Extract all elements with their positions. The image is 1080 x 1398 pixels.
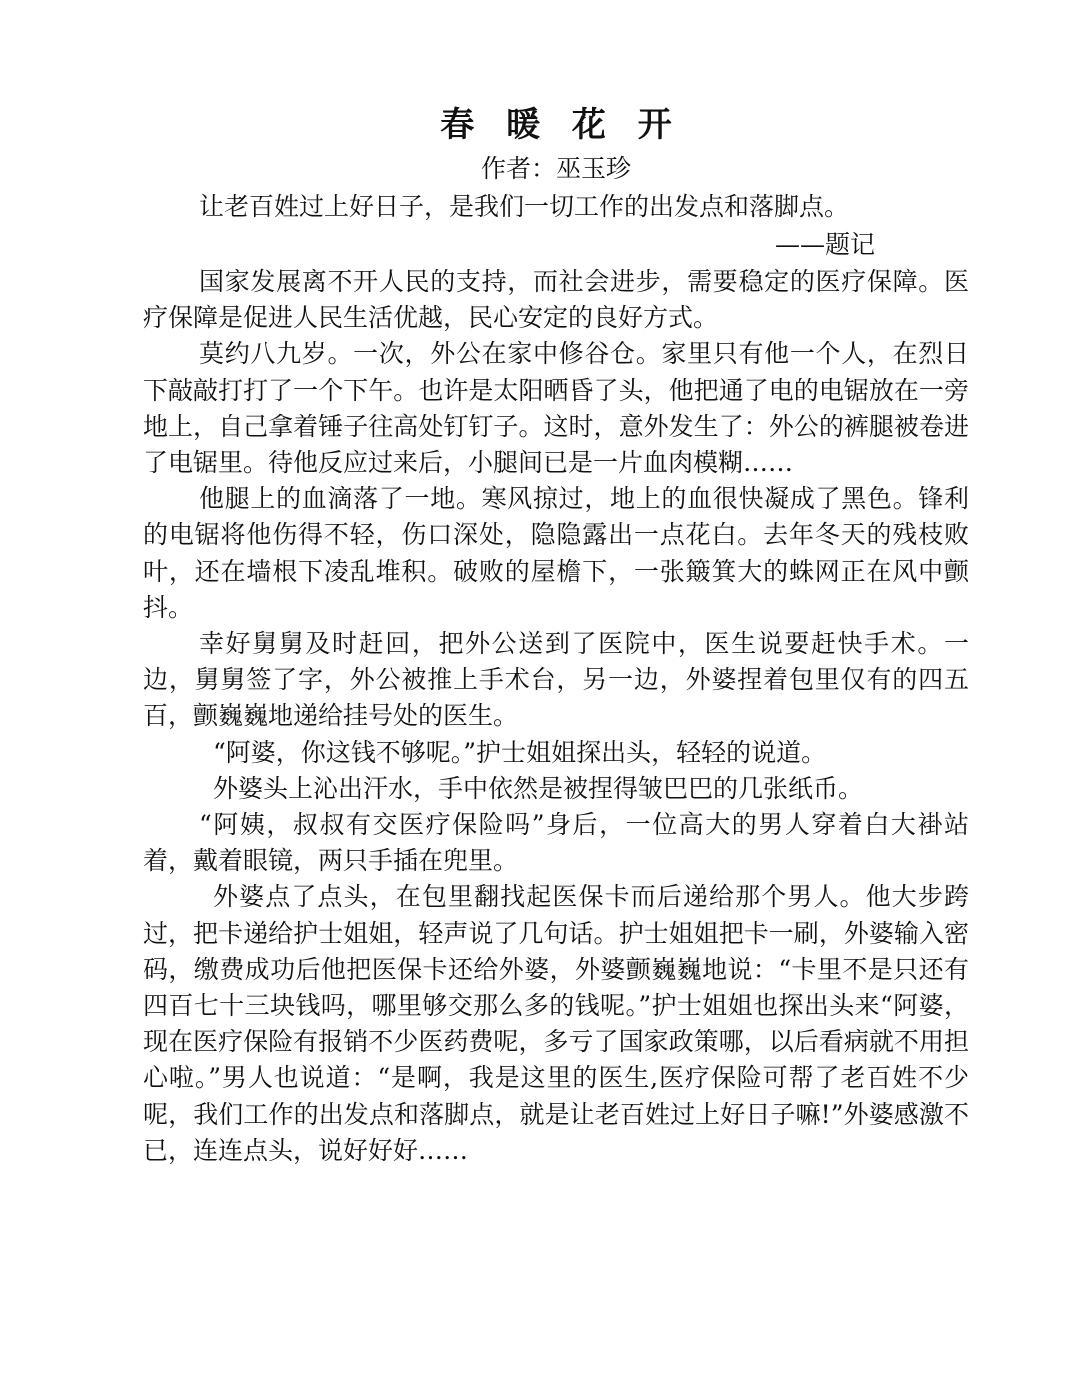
paragraph: 国家发展离不开人民的支持，而社会进步，需要稳定的医疗保障。医疗保障是促进人民生活优越，民心安定的良好方式。 [143, 267, 969, 333]
paragraph: 外婆头上沁出汗水，手中依然是被捏得皱巴巴的几张纸币。 [213, 773, 864, 803]
article-author: 作者：巫玉珍 [480, 154, 631, 183]
paragraph: 幸好舅舅及时赶回，把外公送到了医院中，医生说要赶快手术。一边，舅舅签了字，外公被推上手术台，另一边，外婆捏着包里仅有的四五百，颤巍巍地递给挂号处的医生。 [143, 629, 969, 731]
paragraph: 外婆点了点头，在包里翻找起医保卡而后递给那个男人。他大步跨过，把卡递给护士姐姐，轻声说了几句话。护士姐姐把卡一刷，外婆输入密码，缴费成功后他把医保卡还给外婆，外婆颤巍巍地说：“卡里不是只还有四百七十三块钱吗，哪里够交那么多的钱呢。”护士姐姐也探出头来“阿婆，现在医疗保险有报销不少医药费呢，多亏了国家政策哪，以后看病就不用担心啦。”男人也说道：“是啊，我是这里的医生,医疗保险可帮了老百姓不少呢，我们工作的出发点和落脚点，就是让老百姓过上好日子嘛!”外婆感激不已，连连点头，说好好好…… [143, 882, 969, 1165]
paragraph: “阿婆，你这钱不够呢。”护士姐姐探出头，轻轻的说道。 [213, 737, 827, 767]
article-title: 春 暖 花 开 [440, 105, 682, 145]
epigraph-signature: ——题记 [774, 230, 875, 259]
epigraph: 让老百姓过上好日子，是我们一切工作的出发点和落脚点。 [199, 192, 850, 221]
paragraph: 他腿上的血滴落了一地。寒风掠过，地上的血很快凝成了黑色。锋利的电锯将他伤得不轻，伤口深处，隐隐露出一点花白。去年冬天的残枝败叶，还在墙根下凌乱堆积。破败的屋檐下，一张簸箕大的蛛网正在风中颤抖。 [143, 484, 969, 622]
paragraph: 莫约八九岁。一次，外公在家中修谷仓。家里只有他一个人，在烈日下敲敲打打了一个下午。也许是太阳晒昏了头，他把通了电的电锯放在一旁地上，自己拿着锤子往高处钉钉子。这时，意外发生了：外公的裤腿被卷进了电锯里。待他反应过来后，小腿间已是一片血肉模糊…… [143, 339, 969, 478]
paragraph: “阿姨，叔叔有交医疗保险吗”身后，一位高大的男人穿着白大褂站着，戴着眼镜，两只手插在兜里。 [143, 810, 969, 876]
document-page [143, 100, 969, 1169]
